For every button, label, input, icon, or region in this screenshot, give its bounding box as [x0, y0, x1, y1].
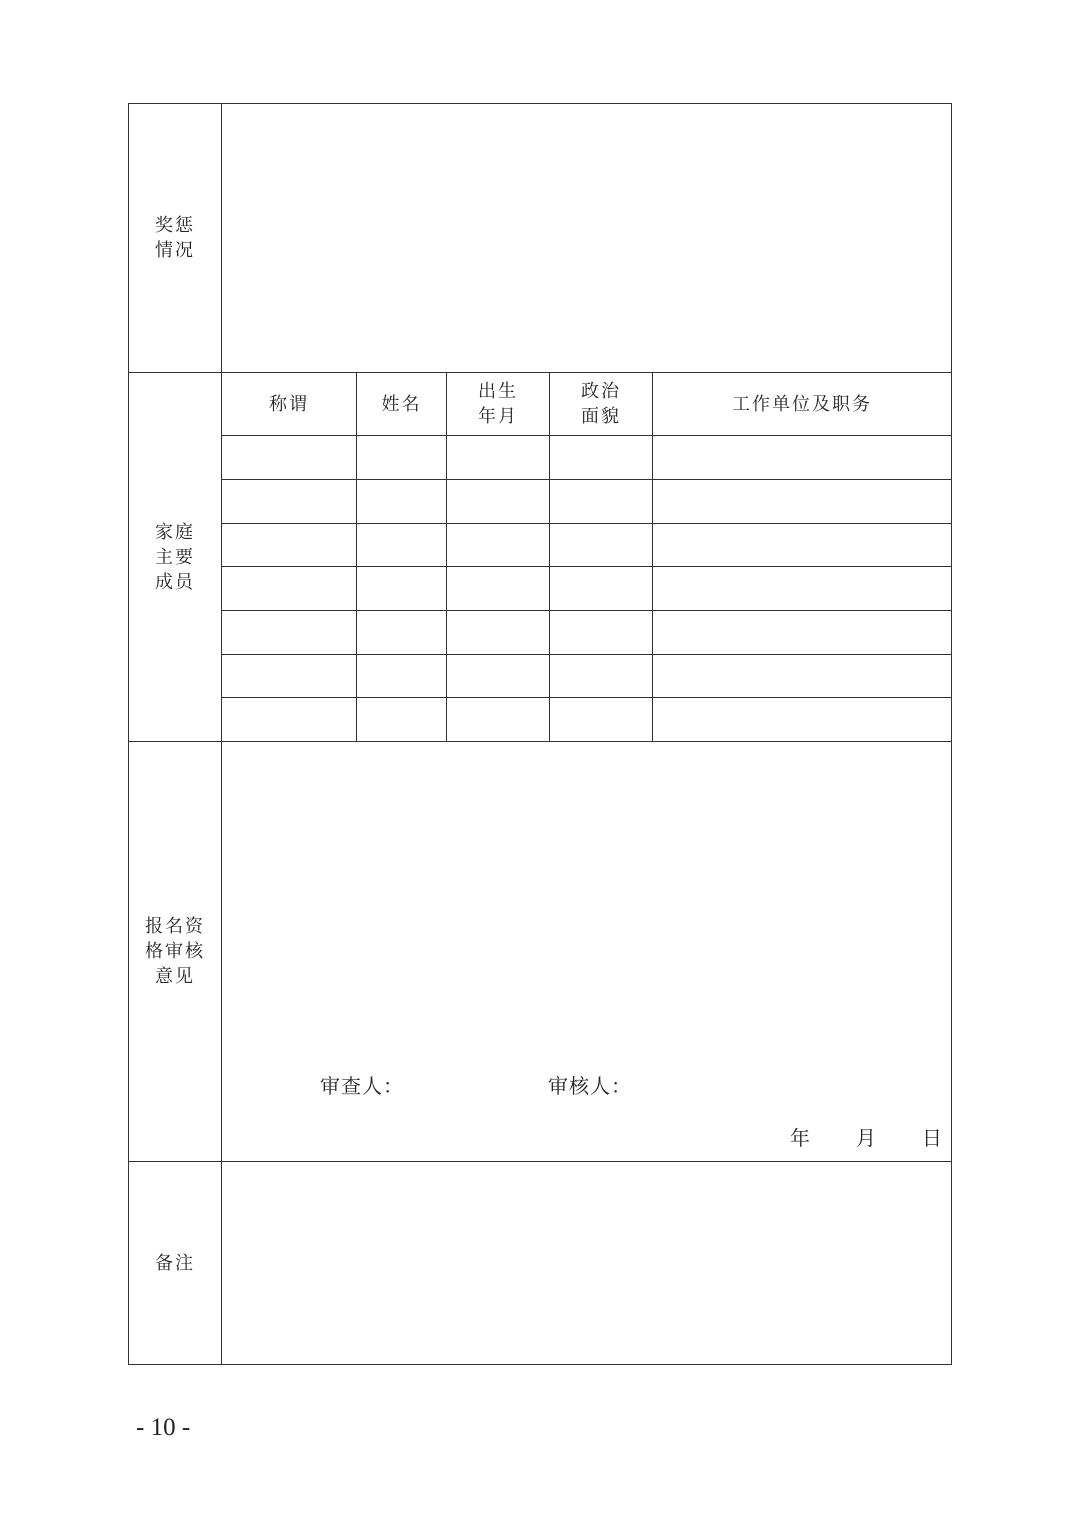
family-header-political: 政治 面貌 [581, 381, 621, 427]
family-members-table-body[interactable] [222, 436, 951, 741]
family-header-name: 姓名 [381, 393, 422, 415]
verifier-label: 审核人： [548, 1074, 632, 1098]
border-bottom [128, 1364, 952, 1365]
date-day: 日 [922, 1126, 943, 1150]
registration-form-table [128, 103, 952, 1365]
page-number: - 10 - [136, 1414, 191, 1441]
family-header-work: 工作单位及职务 [732, 393, 872, 415]
examiner-label: 审查人： [320, 1074, 404, 1098]
awards-label: 奖惩 情况 [155, 215, 195, 261]
date-year: 年 [790, 1126, 811, 1150]
remarks-input-area[interactable] [222, 1162, 951, 1364]
remarks-label: 备注 [155, 1252, 195, 1274]
awards-input-area[interactable] [222, 104, 951, 372]
family-header-birth: 出生 年月 [478, 381, 518, 427]
date-month: 月 [856, 1126, 877, 1150]
review-label: 报名资 格审核 意见 [145, 916, 205, 987]
family-header-relation: 称谓 [269, 393, 309, 415]
review-opinion-area[interactable] [222, 742, 951, 1062]
family-label: 家庭 主要 成员 [155, 521, 195, 593]
border-right [951, 103, 952, 1365]
